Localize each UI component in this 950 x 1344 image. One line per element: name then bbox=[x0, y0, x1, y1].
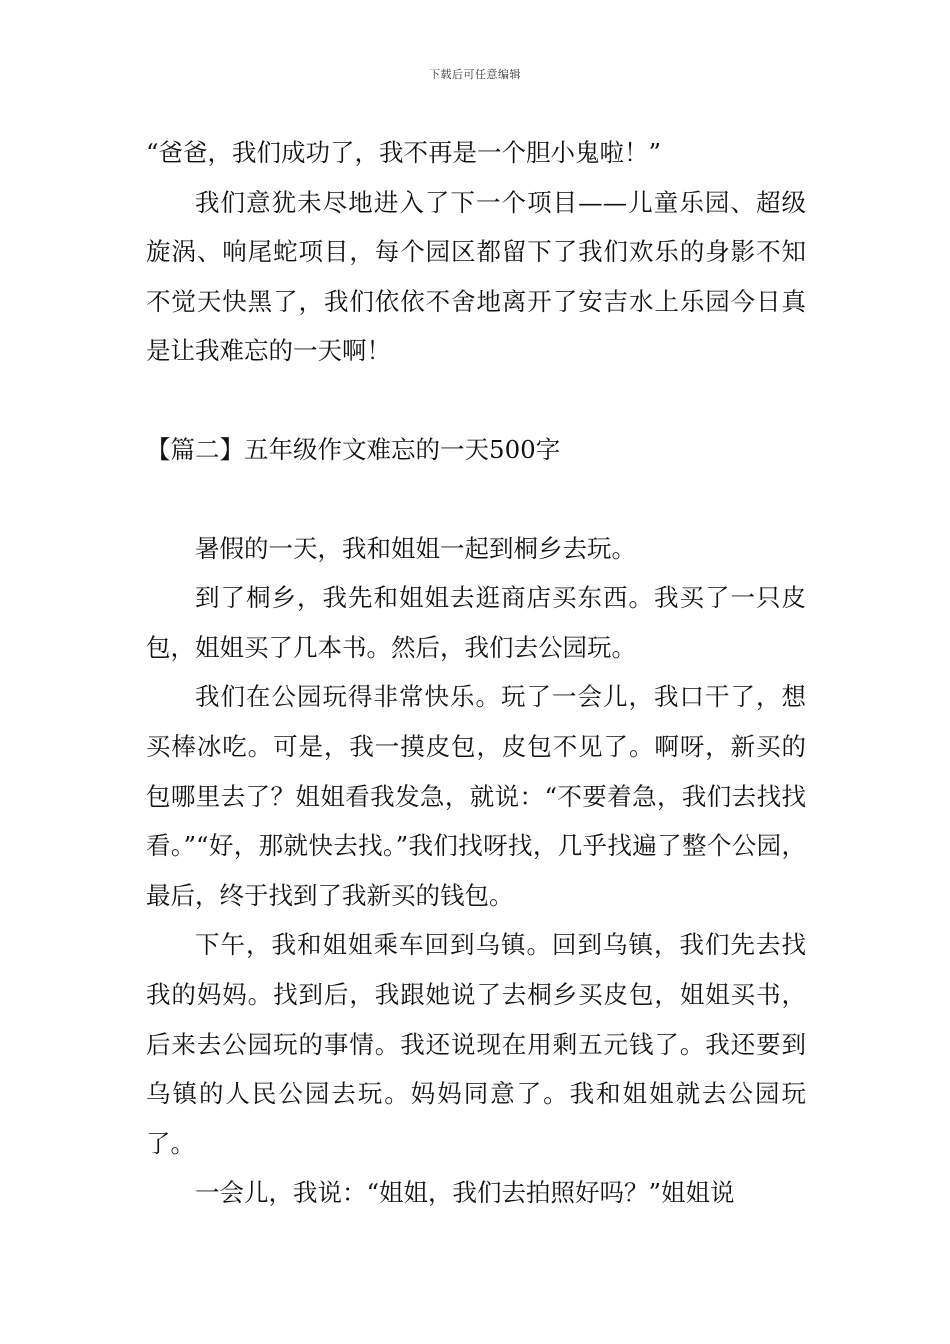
section-heading: 【篇二】五年级作文难忘的一天500字 bbox=[146, 434, 561, 464]
document-body bbox=[146, 128, 806, 1218]
paragraph: 到了桐乡，我先和姐姐去逛商店买东西。我买了一只皮包，姐姐买了几本书。然后，我们去公园玩。 bbox=[146, 583, 806, 662]
paragraph: 暑假的一天，我和姐姐一起到桐乡去玩。 bbox=[195, 533, 636, 563]
paragraph: 一会儿，我说：“姐姐，我们去拍照好吗？”姐姐说 bbox=[195, 1178, 735, 1208]
paragraph: “爸爸，我们成功了，我不再是一个胆小鬼啦！” bbox=[146, 138, 662, 167]
paragraph: 下午，我和姐姐乘车回到乌镇。回到乌镇，我们先去找我的妈妈。找到后，我跟她说了去桐乡买皮包，姐姐买书，后来去公园玩的事情。我还说现在用剩五元钱了。我还要到乌镇的人民公园去玩。妈妈同意了。我和姐姐就去公园玩了。 bbox=[146, 930, 806, 1158]
paragraph: 我们在公园玩得非常快乐。玩了一会儿，我口干了，想买棒冰吃。可是，我一摸皮包，皮包不见了。啊呀，新买的包哪里去了？姐姐看我发急，就说：“不要着急，我们去找找看。”“好，那就快去找。”我们找呀找，几乎找遍了整个公园，最后，终于找到了我新买的钱包。 bbox=[146, 682, 806, 910]
page-header: 下载后可任意编辑 bbox=[429, 68, 521, 81]
paragraph: 我们意犹未尽地进入了下一个项目——儿童乐园、超级旋涡、响尾蛇项目，每个园区都留下了我们欢乐的身影不知不觉天快黑了，我们依依不舍地离开了安吉水上乐园今日真是让我难忘的一天啊！ bbox=[146, 187, 806, 366]
